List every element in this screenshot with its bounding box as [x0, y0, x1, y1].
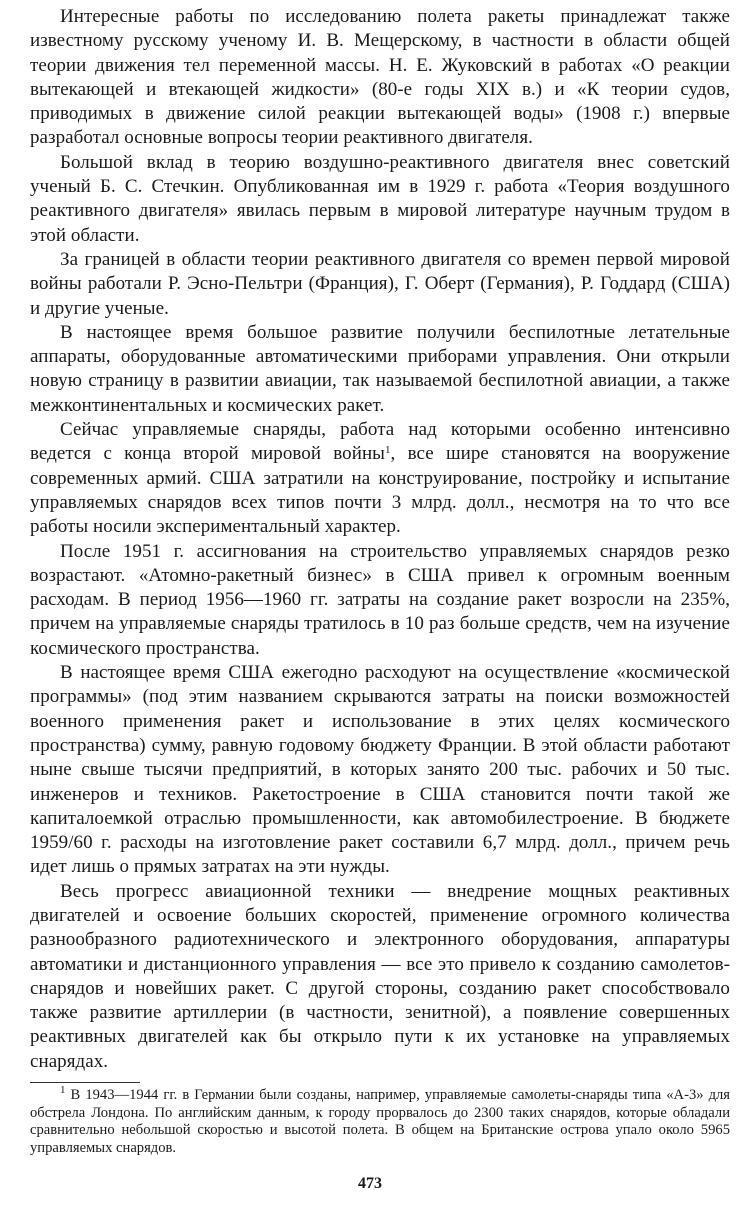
paragraph-stechkin: Большой вклад в теорию воздушно-реактивного двигателя внес советский ученый Б. С. Стечкин. Опубликованная им в 1929 г. работа «Теория воздушного реактивного двигателя» явилась первым в мировой литературе научным трудом в этой области.: [30, 151, 730, 246]
paragraph-guided-missiles-text-2: , все шире становятся на вооружение современных армий. США затратили на конструирование, постройку и испытание управляемых снарядов всех типов почти 3 млрд. долл., несмотря на то что все работы носили экспериментальный характер.: [30, 443, 730, 538]
paragraph-space-program: В настоящее время США ежегодно расходуют на осуществление «космической программы» (под этим названием скрываются затраты на поиски возможностей военного применения ракет и использование в этих целях космического пространства) сумму, равную годовому бюджету Франции. В этой области работают ныне свыше тысячи предприятий, в которых занято 200 тыс. рабочих и 50 тыс. инженеров и техников. Ракетостроение в США становится почти такой же капиталоемкой отраслью промышленности, как автомобилестроение. В бюджете 1959/60 г. расходы на изготовление ракет составили 6,7 млрд. долл., причем речь идет лишь о прямых затратах на эти нужды.: [30, 662, 730, 878]
footnote-marker: 1: [60, 1084, 66, 1097]
paragraph-guided-missiles-text-1: Сейчас управляемые снаряды, работа над которыми особенно интенсивно ведется с конца второй мировой войны: [30, 419, 730, 465]
paragraph-foreign: За границей в области теории реактивного двигателя со времен первой мировой войны работали Р. Эсно-Пельтри (Франция), Г. Оберт (Германия), Р. Годдард (США) и другие ученые.: [30, 248, 730, 319]
footnote: [30, 1084, 730, 1157]
page-body: [30, 5, 730, 1157]
paragraph-progress: Весь прогресс авиационной техники — внедрение мощных реактивных двигателей и освоение больших скоростей, применение огромного количества разнообразного радиотехнического и электронного оборудования, аппаратуры автоматики и дистанционного управления — все это привело к созданию самолетов-снарядов и новейших ракет. С другой стороны, созданию ракет способствовало также развитие артиллерии (в частности, зенитной), а появление совершенных реактивных двигателей как бы открыло пути к их установке на управляемых снарядах.: [30, 880, 730, 1072]
footnote-reference: 1: [384, 444, 391, 457]
paragraph-after-1951: После 1951 г. ассигнования на строительство управляемых снарядов резко возрастают. «Атомно-ракетный бизнес» в США привел к огромным военным расходам. В период 1956—1960 гг. затраты на создание ракет возросли на 235%, причем на управляемые снаряды тратилось в 10 раз больше средств, чем на изучение космического пространства.: [30, 540, 730, 659]
page-number: 473: [358, 1175, 382, 1192]
paragraph-meshchersky: Интересные работы по исследованию полета ракеты принадлежат также известному русскому ученому И. В. Мещерскому, в частности в области общей теории движения тел переменной массы. Н. Е. Жуковский в работах «О реакции вытекающей и втекающей жидкости» (80-е годы XIX в.) и «К теории судов, приводимых в движение силой реакции вытекающей воды» (1908 г.) впервые разработал основные вопросы теории реактивного двигателя.: [30, 6, 730, 149]
footnote-text: В 1943—1944 гг. в Германии были созданы, например, управляемые самолеты-снаряды типа «А-3» для обстрела Лондона. По английским данным, к городу прорвалось до 2300 таких снарядов, которые обладали сравнительно небольшой скоростью и высотой полета. В общем на Британские острова упало около 5965 управляемых снарядов.: [30, 1087, 730, 1156]
footnote-divider: [30, 1082, 140, 1083]
paragraph-unmanned: В настоящее время большое развитие получили беспилотные летательные аппараты, оборудованные автоматическими приборами управления. Они открыли новую страницу в развитии авиации, так называемой беспилотной авиации, а также межконтинентальных и космических ракет.: [30, 321, 730, 416]
paragraph-guided-missiles: [30, 418, 730, 539]
